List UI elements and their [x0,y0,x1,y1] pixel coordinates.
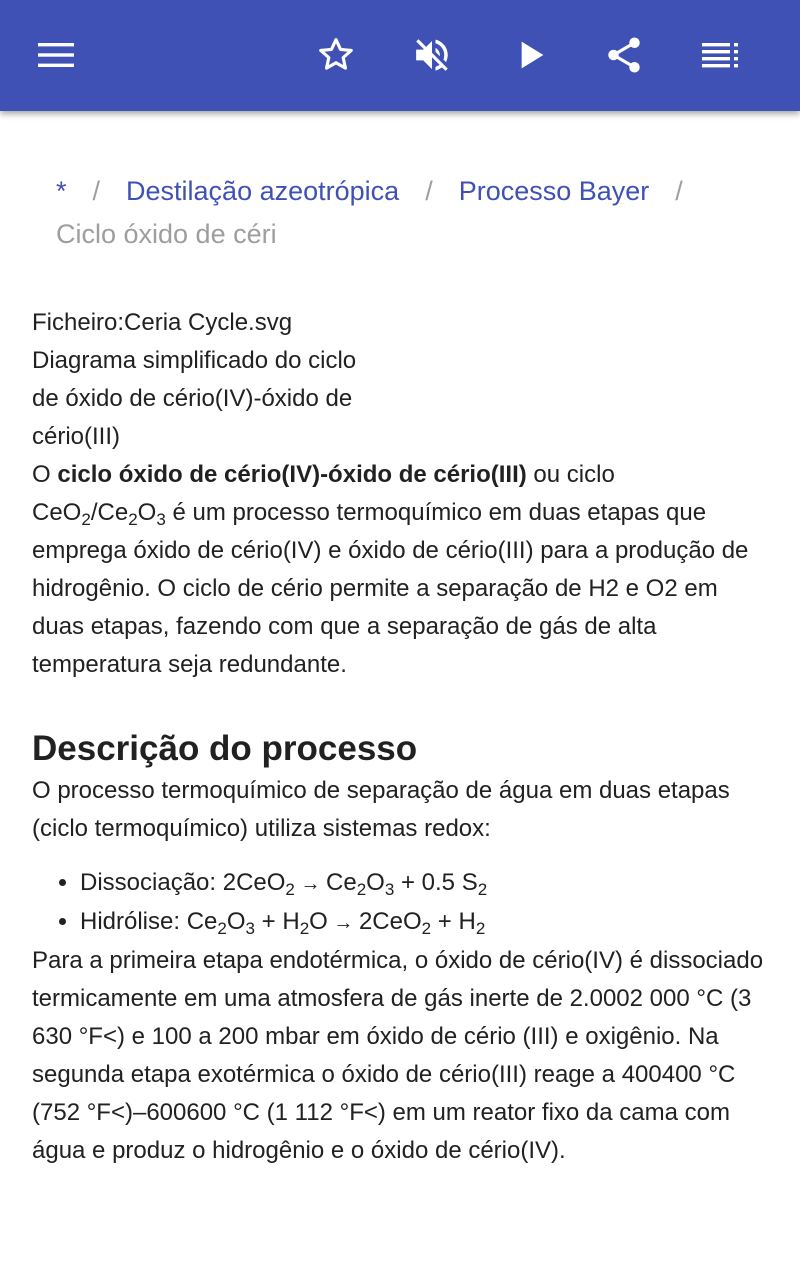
formula-sub: 2 [475,919,486,938]
closing-paragraph: Para a primeira etapa endotérmica, o óxido de cério(IV) é dissociado termicamente em uma atmosfera de gás inerte de 2.0002 000 °C (3 630 °F<) e 100 a 200 mbar em óxido de cério (III) e oxigênio. Na segunda etapa exotérmica o óxido de cério(III) reage a 400400 °C (752 °F<)–600600 °C (1 112 °F<) em um reator fixo da cama com água e produz o hidrogênio e o óxido de cério(IV). [32,947,764,1164]
file-name[interactable]: Ficheiro:Ceria Cycle.svg [32,309,293,336]
reaction-text: Ce [326,869,357,896]
breadcrumb-separator: / [425,176,433,206]
mute-button[interactable] [404,27,460,83]
intro-prefix: O [32,461,58,488]
formula-sub: 3 [384,880,395,899]
star-icon [315,34,357,76]
breadcrumb-item-destilacao[interactable]: Destilação azeotrópica [126,176,400,206]
reaction-text: Hidrólise: Ce [80,908,218,935]
reaction-arrow: → [327,912,359,934]
caption-line: Diagrama simplificado do ciclo [32,347,357,374]
breadcrumb-current: Ciclo óxido de céri [56,219,277,249]
play-button[interactable] [502,27,558,83]
intro-after-bold: ou ciclo [526,461,615,488]
reaction-arrow: → [294,873,327,895]
formula-sub: 2 [217,919,227,938]
breadcrumb-home-link[interactable]: * [56,176,67,206]
formula-part: O [137,499,157,526]
reaction-text: O [309,908,328,935]
caption-line: de óxido de cério(IV)-óxido de [32,385,353,412]
contents-button[interactable] [692,27,748,83]
list-icon [700,40,740,70]
reaction-list [32,864,772,942]
section-heading: Descrição do processo [32,729,418,768]
reaction-text: O [226,908,246,935]
caption-line: cério(III) [32,423,121,450]
article-content [32,170,772,1170]
image-caption [32,304,412,456]
intro-rest: é um processo termoquímico em duas etapas que emprega óxido de cério(IV) e óxido de cério(III) para a produção de hidrogênio. O ciclo de cério permite a separação de H2 e O2 em duas etapas, fazendo com que a separação de gás de alta temperatura seja redundante. [32,499,749,678]
list-item [80,903,772,942]
formula-sub: 2 [299,919,310,938]
formula-sub: 2 [81,510,91,529]
formula-sub: 2 [477,880,488,899]
formula-sub: 3 [156,510,166,529]
breadcrumb [56,170,772,256]
play-icon [510,35,550,75]
menu-icon [36,40,76,70]
app-bar [0,0,800,111]
reaction-text: + 0.5 S [394,869,478,896]
formula-sub: 2 [421,919,432,938]
formula-sub: 2 [356,880,367,899]
menu-button[interactable] [28,27,84,83]
reaction-text: Dissociação: 2CeO [80,869,286,896]
reaction-text: + H [431,908,476,935]
intro-bold-term: ciclo óxido de cério(IV)-óxido de cério(III) [57,461,527,488]
reaction-text: 2CeO [358,908,422,935]
breadcrumb-separator: / [675,176,683,206]
reaction-text: + H [255,908,300,935]
share-button[interactable] [596,27,652,83]
breadcrumb-separator: / [92,176,101,206]
breadcrumb-item-processo-bayer[interactable]: Processo Bayer [458,176,650,206]
formula-part: CeO [32,499,82,526]
list-item [80,864,772,903]
formula-part: /Ce [90,499,129,526]
formula-sub: 2 [128,510,138,529]
formula-sub: 3 [245,919,255,938]
bookmark-button[interactable] [308,27,364,83]
mute-icon [411,34,453,76]
intro-paragraph [32,456,772,684]
share-icon [603,34,645,76]
reaction-text: O [366,869,385,896]
section-paragraph: O processo termoquímico de separação de água em duas etapas (ciclo termoquímico) utiliza sistemas redox: [32,777,730,842]
formula-sub: 2 [285,880,295,899]
